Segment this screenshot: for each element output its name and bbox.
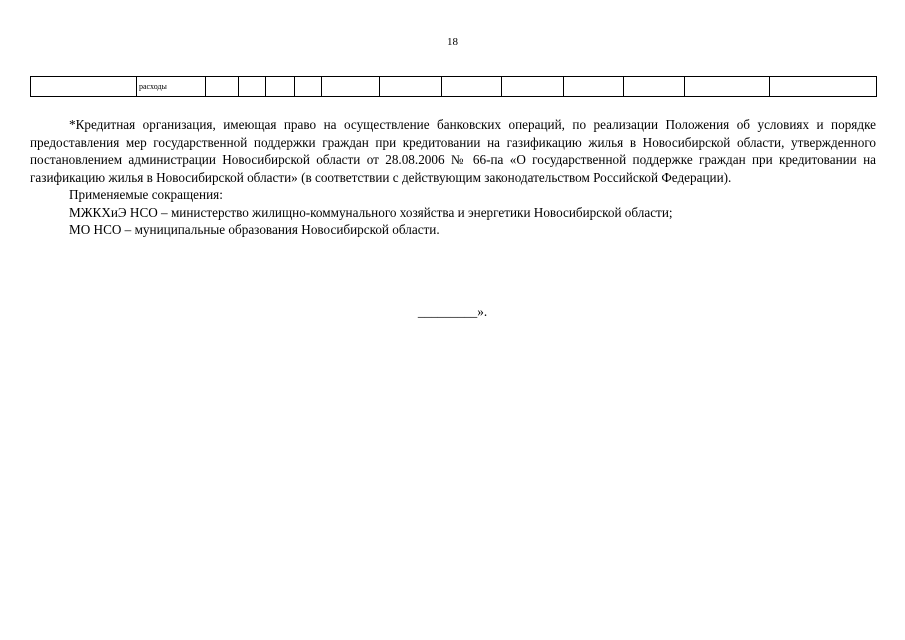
abbreviation-item: МО НСО – муниципальные образования Новосибирской области. [69, 222, 440, 237]
table-cell [685, 77, 770, 97]
table-cell [442, 77, 502, 97]
abbreviation-item: МЖКХиЭ НСО – министерство жилищно-коммунального хозяйства и энергетики Новосибирской области; [69, 204, 673, 220]
table-cell [770, 77, 877, 97]
table-cell [31, 77, 137, 97]
table-cell-expenses: расходы [137, 77, 206, 97]
table-row [31, 77, 877, 97]
table-cell [502, 77, 564, 97]
table-fragment [30, 76, 877, 97]
page-number: 18 [447, 36, 458, 48]
table-cell [266, 77, 295, 97]
table-cell [564, 77, 624, 97]
table-cell [206, 77, 239, 97]
table-cell [239, 77, 266, 97]
table-cell [295, 77, 322, 97]
closing-mark: _________». [417, 304, 488, 319]
footnote-paragraph: *Кредитная организация, имеющая право на осуществление банковских операций, по реализации Положения об условиях и порядке предоставления мер государственной поддержки граждан при кредитовании на газификацию жилья в Новосибирской области, утвержденного постановлением администрации Новосибирской области от 28.08.2006 № 66-па «О государственной поддержке граждан при кредитовании на газификацию жилья в Новосибирской области» (в соответствии с действующим законодательством Российской Федерации). [30, 117, 876, 185]
table-cell [322, 77, 380, 97]
abbreviations-heading: Применяемые сокращения: [69, 187, 223, 202]
notes-section [30, 116, 876, 239]
table-cell [624, 77, 685, 97]
table-cell [380, 77, 442, 97]
